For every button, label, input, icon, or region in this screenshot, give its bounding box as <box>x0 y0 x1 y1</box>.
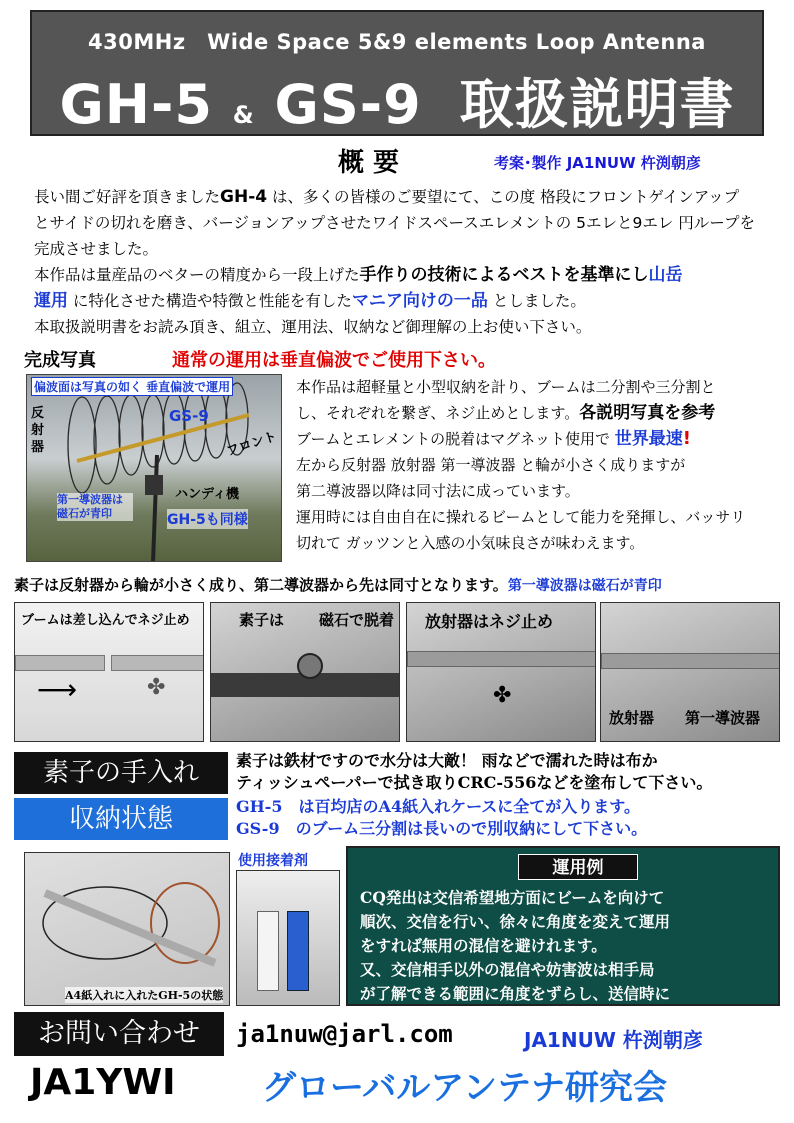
overview-p2-e: に特化させた構造や特徴と性能を有した <box>68 292 352 310</box>
care-line-1: 素子は鉄材ですので水分は大敵！ 雨などで濡れた時は布か <box>236 751 658 770</box>
label-radiator: 放射器 <box>609 709 655 727</box>
author-credit: 考案･製作 JA1NUW 杵渕朝彦 <box>494 154 701 172</box>
care-line-2: ティッシュペーパーで拭き取りCRC-556などを塗布して下さい。 <box>236 773 713 792</box>
overview-line-2: とサイドの切れを磨き、バージョンアップさせたワイドスペースエレメントの 5エレと9エレ 円ループを <box>34 214 756 232</box>
overview-line-5 <box>34 288 766 314</box>
storage-label: 収納状態 <box>14 798 228 840</box>
caption-boom: ブームは差し込んでネジ止め <box>21 613 190 628</box>
contact-author: JA1NUW 杵渕朝彦 <box>524 1028 703 1052</box>
adhesive-tube-blue <box>287 911 309 991</box>
photo-label-gh5-same: GH-5も同様 <box>167 509 248 529</box>
photo-radiator-screw <box>406 602 596 742</box>
completed-line-4: 左から反射器 放射器 第一導波器 と輪が小さく成りますが <box>296 456 686 474</box>
operation-line-2: 順次、交信を行い、徐々に角度を変えて運用 <box>360 912 671 931</box>
photo-label-front: フロント <box>224 429 279 460</box>
adhesive-title: 使用接着剤 <box>238 853 308 869</box>
title-model-b: GS-9 <box>274 73 422 136</box>
elements-note-blue: 第一導波器は磁石が青印 <box>507 578 662 594</box>
overview-line-6: 本取扱説明書をお読み頂き、組立、運用法、収納など御理解の上お使い下さい。 <box>34 318 592 336</box>
title-amp: & <box>232 101 255 129</box>
photo-boom-joint <box>14 602 204 742</box>
completed-line-7: 切れて ガッツンと入感の小気味良さが味わえます。 <box>296 534 645 552</box>
completed-line-3 <box>296 426 776 452</box>
caption-magnet-a: 素子は <box>239 611 285 629</box>
label-first-director: 第一導波器 <box>685 709 761 727</box>
storage-text <box>236 796 647 840</box>
caption-radiator: 放射器はネジ止め <box>425 612 554 631</box>
operation-title: 運用例 <box>518 854 638 880</box>
photo-adhesive <box>236 870 340 1006</box>
screw-icon: ✤ <box>493 683 512 708</box>
antenna-drawing <box>27 375 282 562</box>
caption-storage-case: A4紙入れに入れたGH-5の状態 <box>65 989 224 1002</box>
completed-line-2 <box>296 400 776 426</box>
photo-label-model: GS-9 <box>169 407 209 425</box>
overview-p1-a: 長い間ご好評を頂きました <box>34 188 221 206</box>
photo-label-reflector: 反射器 <box>31 406 45 455</box>
completed-description <box>296 374 776 556</box>
photo-label-first-director: 第一導波器は磁石が青印 <box>57 493 133 521</box>
elements-note-main: 素子は反射器から輪が小さく成り、第二導波器から先は同寸となります。 <box>14 576 508 594</box>
arrow-right-icon: ⟶ <box>37 673 78 706</box>
operation-line-3: をすれば無用の混信を避けれます。 <box>360 936 607 955</box>
adhesive-tube-white <box>257 911 279 991</box>
overview-line-1 <box>34 184 766 210</box>
operation-line-5: が了解できる範囲に角度をずらし、送信時に <box>360 984 671 1003</box>
magnet-icon <box>297 653 323 679</box>
storage-line-1: GH-5 は百均店のA4紙入れケースに全てが入ります。 <box>236 797 641 816</box>
boom-bar-3 <box>601 653 780 669</box>
boom-right-bar <box>111 655 204 671</box>
overview-p1-model: GH-4 <box>220 187 268 207</box>
overview-p2-b: 手作りの技術によるベストを基準にし <box>359 265 649 285</box>
contact-callsign: JA1YWI <box>30 1062 176 1103</box>
completed-heading: 完成写真 <box>24 350 96 371</box>
title-model-a: GH-5 <box>59 73 213 136</box>
organization-name: グローバルアンテナ研究会 <box>262 1068 667 1108</box>
title-main <box>32 62 762 139</box>
overview-heading: 概 要 <box>338 148 400 178</box>
overview-p2-a: 本作品は量産品のベターの精度から一段上げた <box>34 266 360 284</box>
antenna-photo <box>26 374 282 562</box>
completed-emphasis-photos: 各説明写真を参考 <box>579 403 716 423</box>
vertical-polarization-notice: 通常の運用は垂直偏波でご使用下さい。 <box>172 350 496 371</box>
completed-line-2-text: し、それぞれを繋ぎ、ネジ止めとします。 <box>296 404 580 422</box>
overview-p2-c: 山岳 <box>648 265 683 285</box>
overview-p2-f: マニア向けの一品 <box>351 291 488 311</box>
completed-line-6: 運用時には自由自在に操れるビームとして能力を発揮し、バッサリ <box>296 508 746 526</box>
care-text <box>236 750 712 794</box>
overview-text <box>34 184 766 340</box>
elements-note <box>14 574 784 595</box>
boom-bar-2 <box>407 651 596 667</box>
overview-p2-g: としました。 <box>487 292 586 310</box>
contact-email[interactable]: ja1nuw@jarl.com <box>236 1020 453 1048</box>
completed-line-1: 本作品は超軽量と小型収納を計り、ブームは二分割や三分割と <box>296 378 716 396</box>
overview-line-3: 完成させました。 <box>34 240 159 258</box>
operation-body <box>360 886 780 1030</box>
title-manual: 取扱説明書 <box>459 73 735 136</box>
contact-label: お問い合わせ <box>14 1012 224 1056</box>
overview-p1-c: は、多くの皆様のご要望にて、この度 格段にフロントゲインアップ <box>267 188 740 206</box>
wing-nut-icon: ✤ <box>147 675 166 700</box>
photo-label-handy: ハンディ機 <box>175 487 239 502</box>
operation-line-6: 角度を戻す繰り返しで良好な交信が出来ます。 <box>360 1008 685 1027</box>
title-banner <box>30 10 764 136</box>
completed-line-5: 第二導波器以降は同寸法に成っています。 <box>296 482 580 500</box>
storage-line-2: GS-9 のブーム三分割は長いので別収納にして下さい。 <box>236 819 648 838</box>
operation-line-1: CQ発出は交信希望地方面にビームを向けて <box>360 888 665 907</box>
completed-line-3-text: ブームとエレメントの脱着はマグネット使用で <box>296 430 615 448</box>
care-label: 素子の手入れ <box>14 752 228 794</box>
completed-emphasis-fastest: 世界最速 <box>614 429 683 449</box>
photo-radiator-director <box>600 602 780 742</box>
title-subtitle: 430MHz Wide Space 5&9 elements Loop Antenna <box>88 30 706 54</box>
case-contents-drawing <box>25 853 230 1006</box>
photo-magnet-mount <box>210 602 400 742</box>
caption-magnet-b: 磁石で脱着 <box>319 611 395 629</box>
overview-line-4 <box>34 262 766 288</box>
photo-storage-case <box>24 852 230 1006</box>
operation-box <box>346 846 780 1027</box>
operation-line-4: 又、交信相手以外の混信や妨害波は相手局 <box>360 960 655 979</box>
completed-exclaim: ! <box>682 428 691 449</box>
overview-p2-d: 運用 <box>34 291 68 311</box>
photo-label-polarization: 偏波面は写真の如く 垂直偏波で運用 <box>31 377 233 396</box>
boom-left-bar <box>15 655 105 671</box>
